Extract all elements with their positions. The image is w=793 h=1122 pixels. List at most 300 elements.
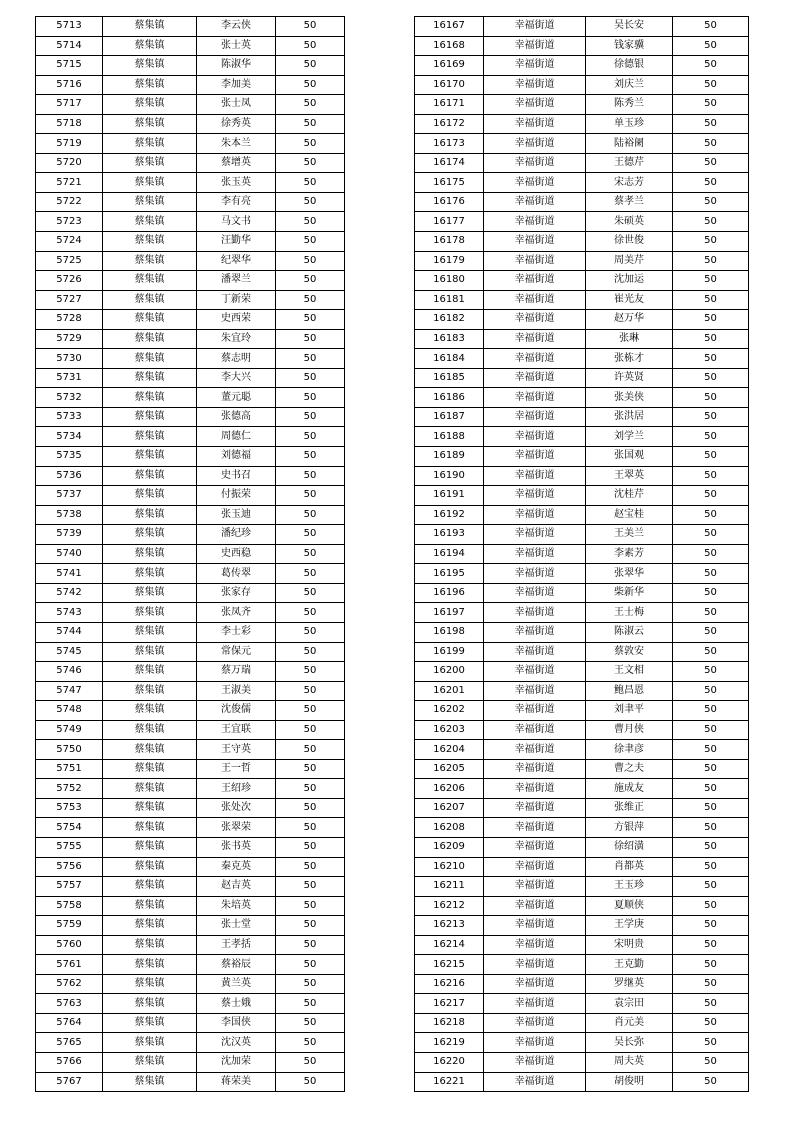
table-row — [36, 232, 345, 252]
row-number: 5720 — [36, 153, 103, 173]
amount: 50 — [276, 564, 345, 584]
town-name: 幸福街道 — [484, 134, 586, 154]
amount: 50 — [276, 622, 345, 642]
table-row — [36, 935, 345, 955]
table-row — [415, 486, 749, 506]
table-row — [36, 583, 345, 603]
person-name: 蔡孝兰 — [586, 192, 673, 212]
amount: 50 — [673, 388, 749, 408]
row-number: 16175 — [415, 173, 484, 193]
person-name: 张翠荣 — [197, 818, 276, 838]
row-number: 16188 — [415, 427, 484, 447]
table-row — [36, 153, 345, 173]
amount: 50 — [673, 466, 749, 486]
amount: 50 — [673, 662, 749, 682]
person-name: 王守英 — [197, 740, 276, 760]
person-name: 夏顺侠 — [586, 896, 673, 916]
table-row — [415, 681, 749, 701]
row-number: 5717 — [36, 95, 103, 115]
person-name: 张处次 — [197, 798, 276, 818]
person-name: 张士堂 — [197, 916, 276, 936]
row-number: 16186 — [415, 388, 484, 408]
person-name: 秦克英 — [197, 857, 276, 877]
person-name: 李士彩 — [197, 622, 276, 642]
row-number: 16200 — [415, 662, 484, 682]
person-name: 曹之夫 — [586, 759, 673, 779]
town-name: 蔡集镇 — [103, 271, 197, 291]
amount: 50 — [276, 114, 345, 134]
amount: 50 — [673, 935, 749, 955]
amount: 50 — [673, 642, 749, 662]
row-number: 5713 — [36, 17, 103, 37]
row-number: 16207 — [415, 798, 484, 818]
town-name: 蔡集镇 — [103, 173, 197, 193]
row-number: 16184 — [415, 349, 484, 369]
amount: 50 — [276, 173, 345, 193]
person-name: 张国观 — [586, 447, 673, 467]
person-name: 汪勤华 — [197, 232, 276, 252]
row-number: 16209 — [415, 837, 484, 857]
amount: 50 — [673, 974, 749, 994]
town-name: 蔡集镇 — [103, 17, 197, 37]
table-row — [415, 466, 749, 486]
row-number: 5761 — [36, 955, 103, 975]
town-name: 幸福街道 — [484, 271, 586, 291]
person-name: 张士凤 — [197, 95, 276, 115]
table-row — [415, 271, 749, 291]
town-name: 幸福街道 — [484, 407, 586, 427]
amount: 50 — [673, 75, 749, 95]
town-name: 幸福街道 — [484, 994, 586, 1014]
amount: 50 — [673, 916, 749, 936]
amount: 50 — [673, 153, 749, 173]
person-name: 胡俊明 — [586, 1072, 673, 1092]
table-row — [36, 427, 345, 447]
person-name: 陈秀兰 — [586, 95, 673, 115]
town-name: 幸福街道 — [484, 896, 586, 916]
row-number: 5760 — [36, 935, 103, 955]
row-number: 16198 — [415, 622, 484, 642]
person-name: 柴新华 — [586, 583, 673, 603]
table-row — [415, 329, 749, 349]
town-name: 幸福街道 — [484, 388, 586, 408]
table-row — [36, 622, 345, 642]
person-name: 宋明贵 — [586, 935, 673, 955]
table-row — [36, 447, 345, 467]
table-row — [415, 1052, 749, 1072]
town-name: 幸福街道 — [484, 759, 586, 779]
table-row — [36, 95, 345, 115]
person-name: 张德高 — [197, 407, 276, 427]
amount: 50 — [276, 877, 345, 897]
person-name: 徐秀英 — [197, 114, 276, 134]
row-number: 16220 — [415, 1052, 484, 1072]
amount: 50 — [673, 173, 749, 193]
person-name: 蔡增英 — [197, 153, 276, 173]
row-number: 16215 — [415, 955, 484, 975]
amount: 50 — [276, 427, 345, 447]
row-number: 5728 — [36, 310, 103, 330]
table-row — [415, 134, 749, 154]
amount: 50 — [673, 407, 749, 427]
amount: 50 — [673, 114, 749, 134]
row-number: 16181 — [415, 290, 484, 310]
row-number: 16183 — [415, 329, 484, 349]
amount: 50 — [673, 251, 749, 271]
row-number: 5755 — [36, 837, 103, 857]
town-name: 幸福街道 — [484, 349, 586, 369]
person-name: 方银萍 — [586, 818, 673, 838]
row-number: 5734 — [36, 427, 103, 447]
person-name: 李素芳 — [586, 544, 673, 564]
person-name: 刘聿平 — [586, 701, 673, 721]
person-name: 沈加运 — [586, 271, 673, 291]
amount: 50 — [673, 17, 749, 37]
row-number: 16173 — [415, 134, 484, 154]
town-name: 幸福街道 — [484, 173, 586, 193]
person-name: 董元聪 — [197, 388, 276, 408]
table-row — [415, 994, 749, 1014]
person-name: 王学庚 — [586, 916, 673, 936]
table-row — [415, 837, 749, 857]
row-number: 16193 — [415, 525, 484, 545]
amount: 50 — [276, 955, 345, 975]
amount: 50 — [276, 134, 345, 154]
person-name: 陆裕阑 — [586, 134, 673, 154]
table-row — [415, 525, 749, 545]
table-row — [415, 56, 749, 76]
amount: 50 — [276, 525, 345, 545]
person-name: 赵万华 — [586, 310, 673, 330]
row-number: 5751 — [36, 759, 103, 779]
row-number: 5739 — [36, 525, 103, 545]
person-name: 罗继英 — [586, 974, 673, 994]
row-number: 16180 — [415, 271, 484, 291]
person-name: 徐聿彦 — [586, 740, 673, 760]
person-name: 蒋荣美 — [197, 1072, 276, 1092]
town-name: 蔡集镇 — [103, 525, 197, 545]
person-name: 张栋才 — [586, 349, 673, 369]
table-row — [36, 877, 345, 897]
table-row — [415, 974, 749, 994]
table-row — [36, 857, 345, 877]
row-number: 5722 — [36, 192, 103, 212]
town-name: 幸福街道 — [484, 505, 586, 525]
person-name: 黄兰英 — [197, 974, 276, 994]
town-name: 幸福街道 — [484, 779, 586, 799]
table-row — [36, 466, 345, 486]
town-name: 蔡集镇 — [103, 603, 197, 623]
person-name: 沈加荣 — [197, 1052, 276, 1072]
town-name: 幸福街道 — [484, 75, 586, 95]
row-number: 5716 — [36, 75, 103, 95]
row-number: 5723 — [36, 212, 103, 232]
person-name: 宋志芳 — [586, 173, 673, 193]
row-number: 5732 — [36, 388, 103, 408]
town-name: 蔡集镇 — [103, 75, 197, 95]
amount: 50 — [673, 1013, 749, 1033]
row-number: 16194 — [415, 544, 484, 564]
person-name: 陈淑云 — [586, 622, 673, 642]
amount: 50 — [673, 622, 749, 642]
table-row — [36, 916, 345, 936]
table-row — [415, 896, 749, 916]
amount: 50 — [673, 212, 749, 232]
table-row — [415, 447, 749, 467]
town-name: 幸福街道 — [484, 232, 586, 252]
row-number: 5729 — [36, 329, 103, 349]
town-name: 幸福街道 — [484, 857, 586, 877]
table-row — [36, 56, 345, 76]
table-row — [36, 114, 345, 134]
row-number: 5756 — [36, 857, 103, 877]
town-name: 幸福街道 — [484, 486, 586, 506]
table-row — [36, 368, 345, 388]
town-name: 幸福街道 — [484, 877, 586, 897]
right-roster-table — [414, 16, 749, 1092]
person-name: 付振荣 — [197, 486, 276, 506]
row-number: 16208 — [415, 818, 484, 838]
row-number: 5721 — [36, 173, 103, 193]
town-name: 蔡集镇 — [103, 56, 197, 76]
right-roster-body — [415, 17, 749, 1092]
town-name: 蔡集镇 — [103, 622, 197, 642]
town-name: 幸福街道 — [484, 974, 586, 994]
amount: 50 — [276, 407, 345, 427]
table-row — [415, 310, 749, 330]
row-number: 5735 — [36, 447, 103, 467]
amount: 50 — [276, 251, 345, 271]
person-name: 李加美 — [197, 75, 276, 95]
amount: 50 — [673, 583, 749, 603]
table-row — [415, 36, 749, 56]
amount: 50 — [673, 447, 749, 467]
amount: 50 — [673, 271, 749, 291]
person-name: 徐德银 — [586, 56, 673, 76]
row-number: 16202 — [415, 701, 484, 721]
table-row — [36, 701, 345, 721]
row-number: 16210 — [415, 857, 484, 877]
town-name: 蔡集镇 — [103, 427, 197, 447]
person-name: 曹月侠 — [586, 720, 673, 740]
town-name: 蔡集镇 — [103, 36, 197, 56]
amount: 50 — [673, 1052, 749, 1072]
amount: 50 — [276, 720, 345, 740]
person-name: 许英贤 — [586, 368, 673, 388]
row-number: 5715 — [36, 56, 103, 76]
amount: 50 — [276, 75, 345, 95]
row-number: 5742 — [36, 583, 103, 603]
town-name: 蔡集镇 — [103, 818, 197, 838]
town-name: 蔡集镇 — [103, 1072, 197, 1092]
amount: 50 — [276, 388, 345, 408]
town-name: 蔡集镇 — [103, 837, 197, 857]
amount: 50 — [276, 779, 345, 799]
table-row — [415, 290, 749, 310]
row-number: 5747 — [36, 681, 103, 701]
amount: 50 — [673, 368, 749, 388]
town-name: 幸福街道 — [484, 95, 586, 115]
person-name: 王德芹 — [586, 153, 673, 173]
amount: 50 — [276, 1072, 345, 1092]
town-name: 蔡集镇 — [103, 642, 197, 662]
person-name: 李云侠 — [197, 17, 276, 37]
person-name: 朱硕英 — [586, 212, 673, 232]
town-name: 蔡集镇 — [103, 1013, 197, 1033]
table-row — [36, 271, 345, 291]
amount: 50 — [673, 232, 749, 252]
person-name: 蔡士娥 — [197, 994, 276, 1014]
table-row — [36, 486, 345, 506]
person-name: 葛传翠 — [197, 564, 276, 584]
town-name: 蔡集镇 — [103, 388, 197, 408]
town-name: 蔡集镇 — [103, 916, 197, 936]
table-row — [415, 798, 749, 818]
amount: 50 — [276, 798, 345, 818]
table-row — [36, 310, 345, 330]
amount: 50 — [276, 271, 345, 291]
town-name: 幸福街道 — [484, 329, 586, 349]
amount: 50 — [276, 329, 345, 349]
town-name: 蔡集镇 — [103, 447, 197, 467]
person-name: 徐绍潢 — [586, 837, 673, 857]
town-name: 蔡集镇 — [103, 544, 197, 564]
person-name: 肖都英 — [586, 857, 673, 877]
person-name: 张洪居 — [586, 407, 673, 427]
amount: 50 — [673, 1072, 749, 1092]
table-row — [415, 720, 749, 740]
amount: 50 — [673, 525, 749, 545]
row-number: 16190 — [415, 466, 484, 486]
table-row — [36, 212, 345, 232]
table-row — [415, 95, 749, 115]
row-number: 5718 — [36, 114, 103, 134]
person-name: 刘德福 — [197, 447, 276, 467]
amount: 50 — [276, 447, 345, 467]
table-row — [36, 564, 345, 584]
row-number: 16211 — [415, 877, 484, 897]
amount: 50 — [276, 1013, 345, 1033]
town-name: 蔡集镇 — [103, 701, 197, 721]
town-name: 蔡集镇 — [103, 1052, 197, 1072]
person-name: 潘翠兰 — [197, 271, 276, 291]
town-name: 蔡集镇 — [103, 740, 197, 760]
row-number: 16178 — [415, 232, 484, 252]
person-name: 王绍珍 — [197, 779, 276, 799]
table-row — [415, 75, 749, 95]
person-name: 沈桂芹 — [586, 486, 673, 506]
row-number: 16177 — [415, 212, 484, 232]
amount: 50 — [276, 642, 345, 662]
person-name: 周美芹 — [586, 251, 673, 271]
row-number: 16197 — [415, 603, 484, 623]
amount: 50 — [673, 486, 749, 506]
table-row — [415, 212, 749, 232]
amount: 50 — [276, 310, 345, 330]
town-name: 蔡集镇 — [103, 857, 197, 877]
person-name: 刘庆兰 — [586, 75, 673, 95]
row-number: 5752 — [36, 779, 103, 799]
row-number: 5730 — [36, 349, 103, 369]
amount: 50 — [276, 1052, 345, 1072]
person-name: 王翠英 — [586, 466, 673, 486]
person-name: 蔡敦安 — [586, 642, 673, 662]
amount: 50 — [673, 192, 749, 212]
town-name: 幸福街道 — [484, 916, 586, 936]
amount: 50 — [276, 916, 345, 936]
row-number: 5744 — [36, 622, 103, 642]
amount: 50 — [673, 896, 749, 916]
table-row — [36, 837, 345, 857]
person-name: 张维正 — [586, 798, 673, 818]
row-number: 16189 — [415, 447, 484, 467]
amount: 50 — [673, 56, 749, 76]
row-number: 16191 — [415, 486, 484, 506]
town-name: 幸福街道 — [484, 681, 586, 701]
table-row — [36, 681, 345, 701]
table-row — [36, 955, 345, 975]
person-name: 史西荣 — [197, 310, 276, 330]
table-row — [415, 114, 749, 134]
row-number: 5763 — [36, 994, 103, 1014]
person-name: 王克勤 — [586, 955, 673, 975]
table-row — [36, 388, 345, 408]
amount: 50 — [673, 310, 749, 330]
row-number: 16217 — [415, 994, 484, 1014]
town-name: 幸福街道 — [484, 935, 586, 955]
town-name: 蔡集镇 — [103, 349, 197, 369]
row-number: 16174 — [415, 153, 484, 173]
row-number: 5766 — [36, 1052, 103, 1072]
amount: 50 — [673, 759, 749, 779]
person-name: 袁宗田 — [586, 994, 673, 1014]
person-name: 张凤齐 — [197, 603, 276, 623]
amount: 50 — [673, 36, 749, 56]
row-number: 16168 — [415, 36, 484, 56]
town-name: 幸福街道 — [484, 192, 586, 212]
town-name: 幸福街道 — [484, 251, 586, 271]
town-name: 蔡集镇 — [103, 290, 197, 310]
table-row — [36, 134, 345, 154]
person-name: 陈淑华 — [197, 56, 276, 76]
town-name: 幸福街道 — [484, 662, 586, 682]
amount: 50 — [276, 837, 345, 857]
person-name: 史西稳 — [197, 544, 276, 564]
amount: 50 — [276, 368, 345, 388]
amount: 50 — [673, 877, 749, 897]
amount: 50 — [276, 349, 345, 369]
table-row — [415, 818, 749, 838]
town-name: 蔡集镇 — [103, 153, 197, 173]
amount: 50 — [276, 212, 345, 232]
person-name: 蔡万瑞 — [197, 662, 276, 682]
town-name: 蔡集镇 — [103, 720, 197, 740]
person-name: 沈汉英 — [197, 1033, 276, 1053]
amount: 50 — [276, 232, 345, 252]
row-number: 16214 — [415, 935, 484, 955]
table-row — [36, 505, 345, 525]
town-name: 蔡集镇 — [103, 212, 197, 232]
town-name: 蔡集镇 — [103, 662, 197, 682]
amount: 50 — [673, 701, 749, 721]
amount: 50 — [673, 349, 749, 369]
amount: 50 — [673, 505, 749, 525]
row-number: 16179 — [415, 251, 484, 271]
person-name: 吴长安 — [586, 17, 673, 37]
table-row — [415, 388, 749, 408]
amount: 50 — [276, 935, 345, 955]
row-number: 5725 — [36, 251, 103, 271]
